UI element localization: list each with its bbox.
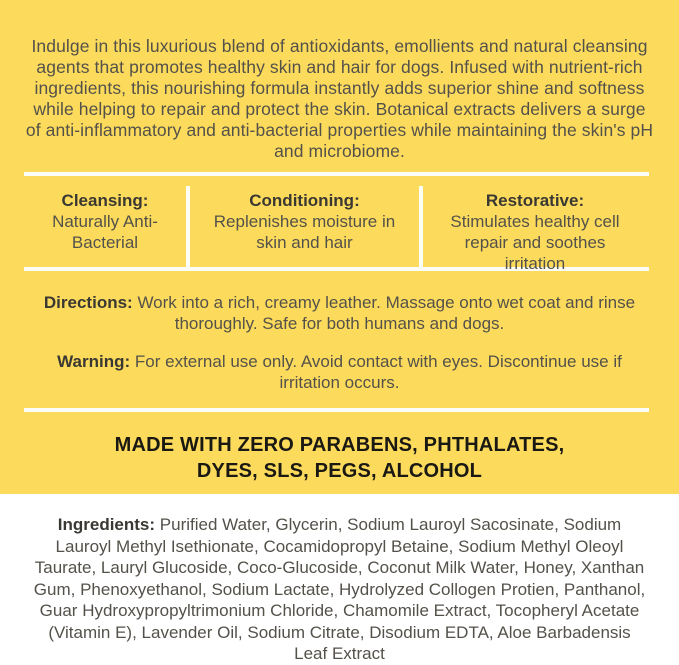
intro-paragraph: Indulge in this luxurious blend of antioxidants, emollients and natural cleansing agents that promotes healthy skin and hair for dogs. Infused with nutrient-rich ingredients, this nourishing formula instantly adds superior shine and softness while helping to repair and protect the skin. Botanical extracts delivers a surge of anti-inflammatory and anti-bacterial properties while maintaining the skin's pH and microbiome. (25, 36, 654, 161)
benefit-cleansing (24, 188, 186, 253)
ingredients-text: Purified Water, Glycerin, Sodium Lauroyl Sacosinate, Sodium Lauroyl Methyl Isethionate, Cocamidopropyl Betaine, Sodium Methyl Oleoyl Taurate, Lauryl Glucoside, Coco-Glucoside, Coconut Milk Water, Honey, Xanthan Gum, Phenoxyethanol, Sodium Lactate, Hydrolyzed Collogen Protien, Panthanol, Guar Hydroxypropyltrimonium Chloride, Chamomile Extract, Tocopheryl Acetate (Vitamin E), Lavender Oil, Sodium Citrate, Disodium EDTA, Aloe Barbadensis Leaf Extract (33, 515, 646, 663)
benefit-title: Restorative: (485, 191, 585, 210)
warning-label: Warning: (57, 352, 131, 371)
ingredients-paragraph (33, 494, 647, 665)
label-white-panel (0, 494, 679, 665)
claims-line-2: DYES, SLS, PEGS, ALCOHOL (196, 460, 483, 482)
benefit-description: Naturally Anti-Bacterial (52, 212, 158, 252)
warning-text: For external use only. Avoid contact with eyes. Discontinue use if irritation occurs. (134, 352, 622, 392)
benefit-description: Stimulates healthy cell repair and soothes irritation (450, 212, 620, 273)
benefit-title: Cleansing: (61, 191, 149, 210)
ingredients-label: Ingredients: (57, 515, 156, 534)
benefit-restorative (423, 188, 647, 274)
claims-heading (0, 432, 679, 484)
benefits-row (0, 176, 679, 273)
directions-text: Work into a rich, creamy leather. Massage onto wet coat and rinse thoroughly. Safe for both humans and dogs. (137, 293, 636, 333)
benefit-conditioning (190, 188, 419, 253)
benefit-description: Replenishes moisture in skin and hair (213, 212, 396, 252)
directions-label: Directions: (43, 293, 133, 312)
claims-line-1: MADE WITH ZERO PARABENS, PHTHALATES, (114, 434, 565, 456)
claims-divider (24, 408, 649, 412)
benefit-title: Conditioning: (249, 191, 360, 210)
directions-paragraph (40, 292, 640, 334)
warning-paragraph (50, 351, 630, 393)
